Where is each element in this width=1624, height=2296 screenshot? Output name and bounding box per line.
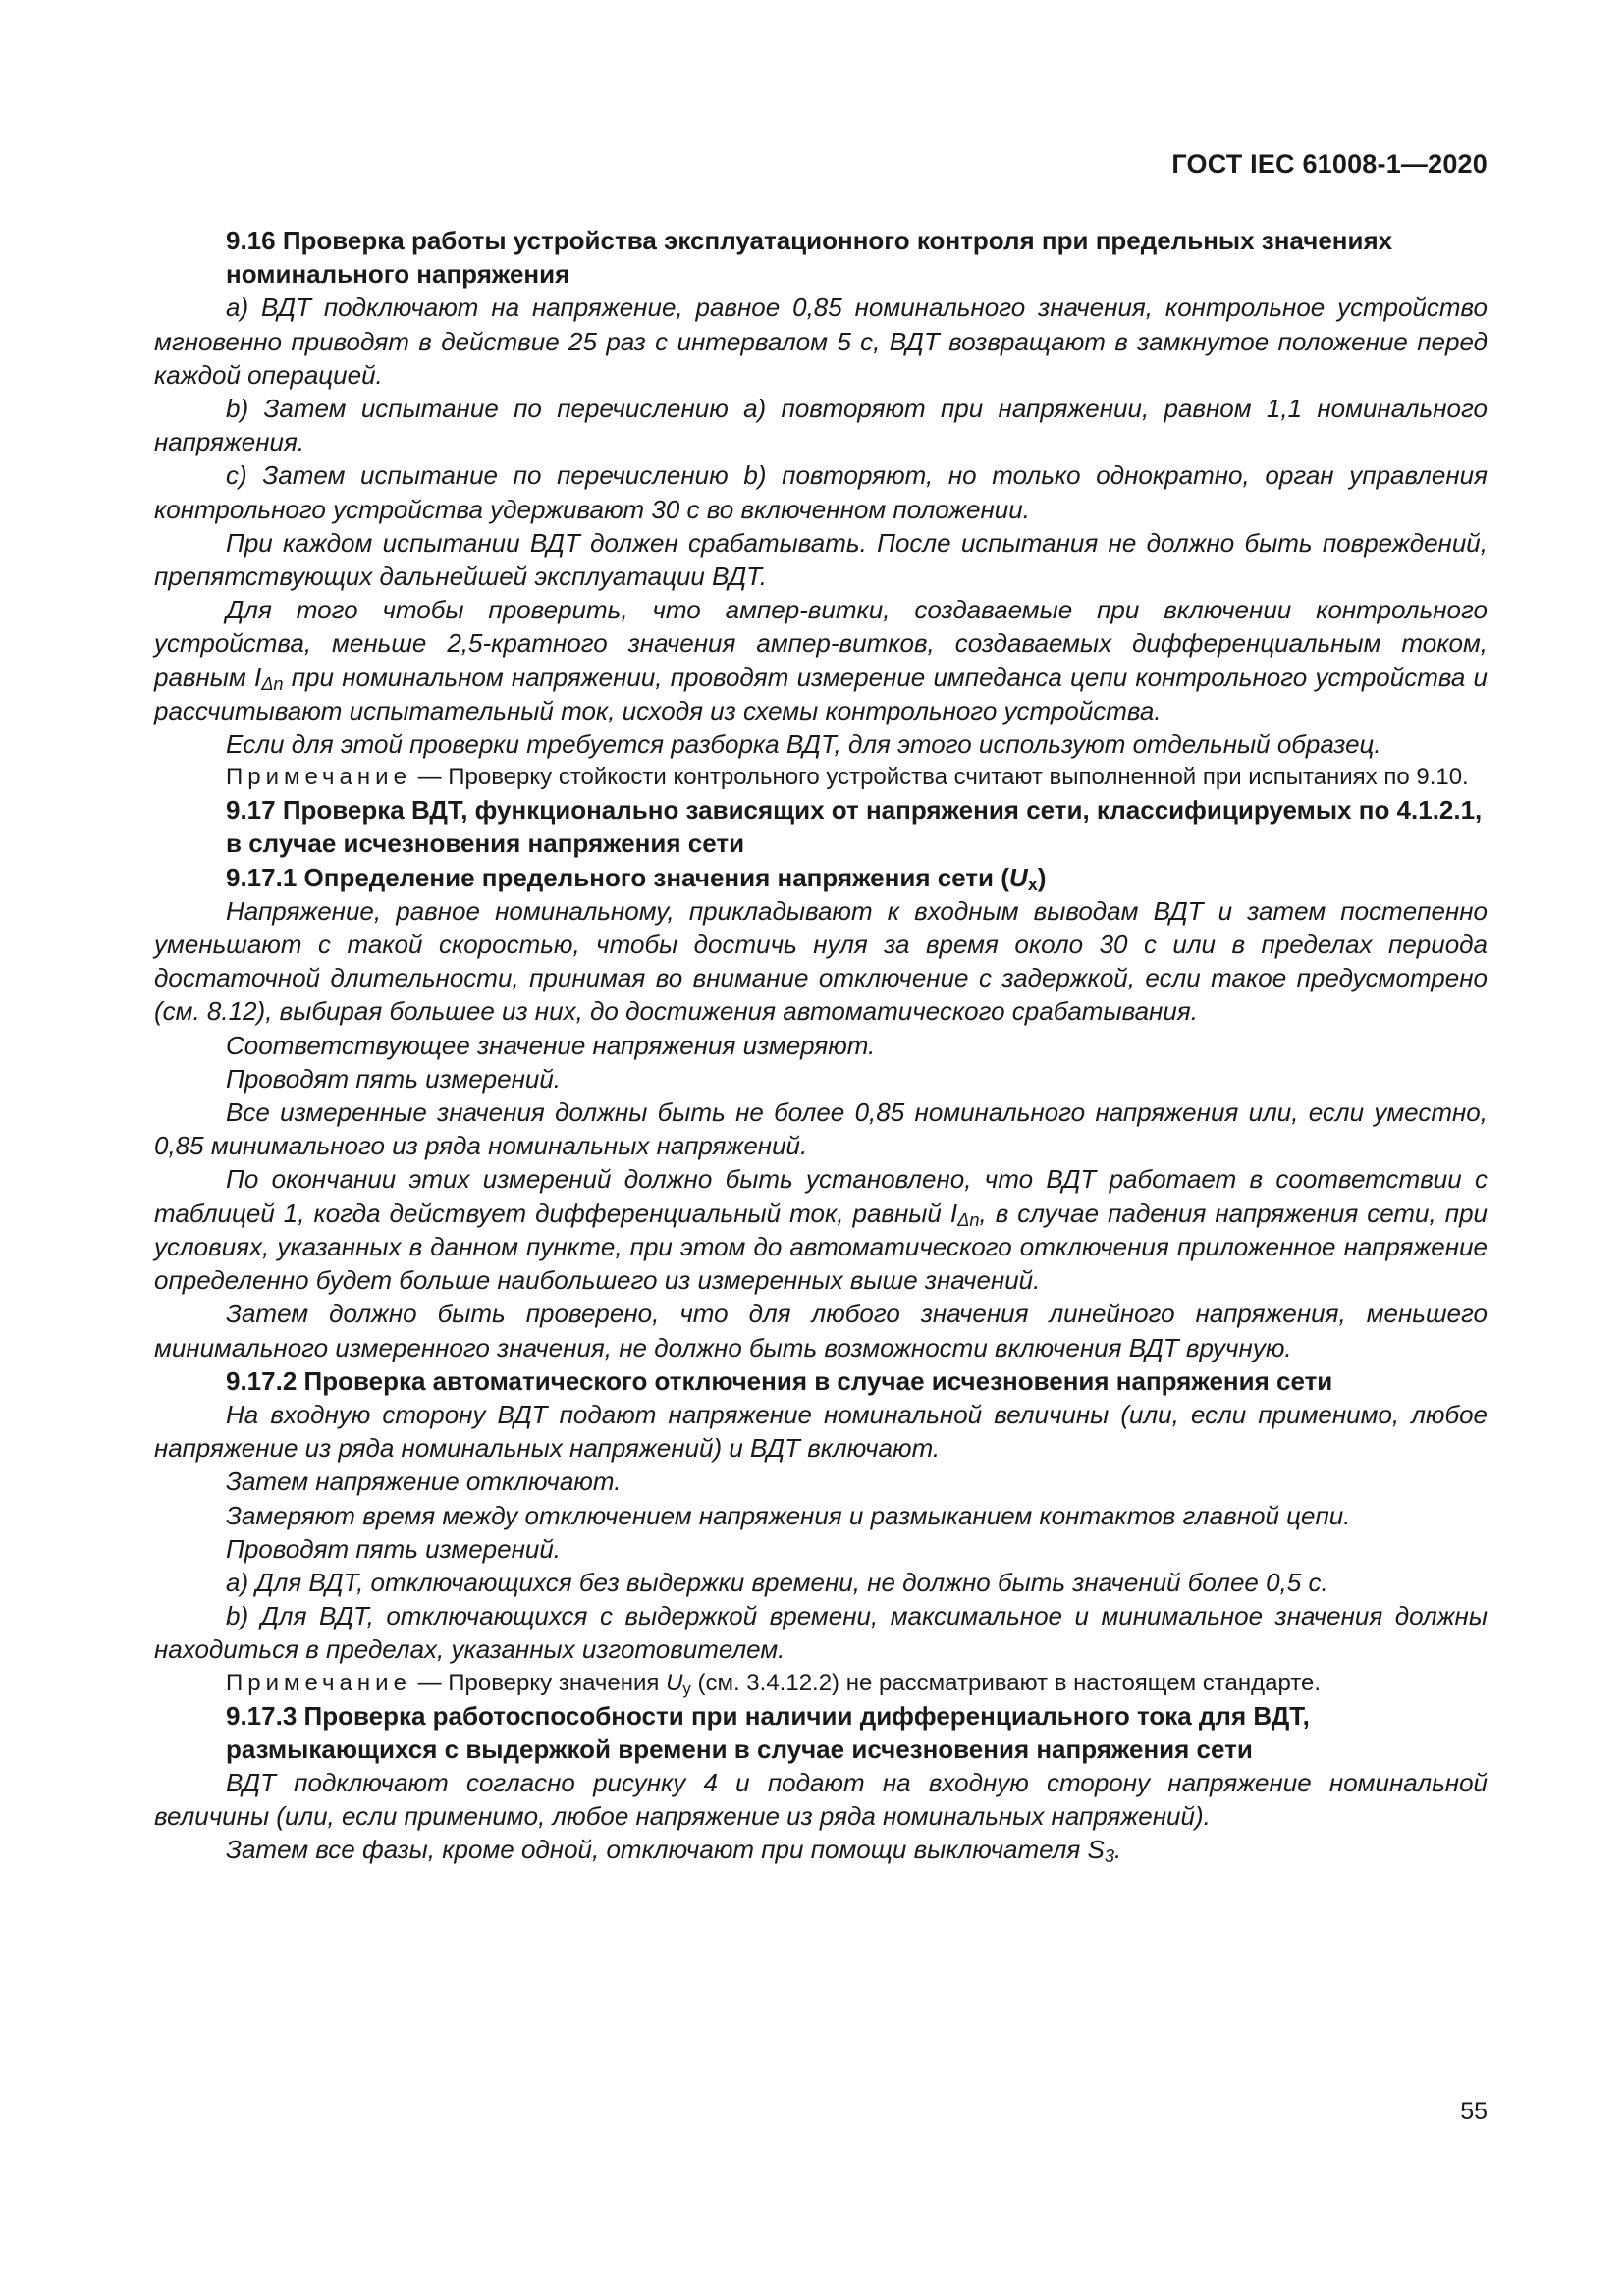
section-9-17-2-note: Примечание — Проверку значения $U_y$ (см. 3.4.12.2) не рассматривают в настоящем стандарте. <box>226 1669 1322 1698</box>
section-9-17-3-title: 9.17.3 Проверка работоспособности при наличии дифференциального тока для ВДТ, размыкающихся с выдержкой времени в случае исчезновения напряжения сети <box>226 1700 1310 1764</box>
section-9-17-3-paragraph: ВДТ подключают согласно рисунку 4 и подают на входную сторону напряжение номинальной величины (или, если применимо, любое напряжение из ряда номинальных напряжений). <box>154 1767 1488 1832</box>
section-9-16-item-a: а) ВДТ подключают на напряжение, равное 0,85 номинального значения, контрольное устройство мгновенно приводят в действие 25 раз с интервалом 5 с, ВДТ возвращают в замкнутое положение перед каждой операцией. <box>154 293 1488 390</box>
note-label: Примечание <box>226 1669 411 1696</box>
section-9-16-paragraph: При каждом испытании ВДТ должен срабатывать. После испытания не должно быть повреждений, препятствующих дальнейшей эксплуатации ВДТ. <box>154 527 1488 592</box>
section-9-17-2-paragraph: На входную сторону ВДТ подают напряжение номинальной величины (или, если применимо, любое напряжение из ряда номинальных напряжений) и ВДТ включают. <box>154 1399 1488 1464</box>
section-9-17-1-paragraph: Напряжение, равное номинальному, прикладывают к входным выводам ВДТ и затем постепенно уменьшают с такой скоростью, чтобы достичь нуля за время около 30 с или в пределах периода достаточной длительности, принимая во внимание отключение с задержкой, если такое предусмотрено (см. 8.12), выбирая большее из них, до достижения автоматического срабатывания. <box>154 895 1488 1027</box>
section-9-17-1-paragraph: Соответствующее значение напряжения измеряют. <box>226 1030 876 1060</box>
section-9-16-paragraph: Для того чтобы проверить, что ампер-витки, создаваемые при включении контрольного устройства, меньше 2,5-кратного значения ампер-витков, создаваемых дифференциальным током, равным $I_{\Delta n}$ при номинальном напряжении, проводят измерение импеданса цепи контрольного устройства и рассчитывают испытательный ток, исходя из схемы контрольного устройства. <box>154 595 1488 725</box>
section-9-17-2-title: 9.17.2 Проверка автоматического отключения в случае исчезновения напряжения сети <box>226 1365 1333 1396</box>
section-9-16-note: Примечание — Проверку стойкости контрольного устройства считают выполненной при испытаниях по 9.10. <box>226 764 1469 791</box>
section-9-16-title: 9.16 Проверка работы устройства эксплуатационного контроля при предельных значениях номинального напряжения <box>226 226 1393 290</box>
section-9-17-1-paragraph: Затем должно быть проверено, что для любого значения линейного напряжения, меньшего минимального измеренного значения, не должно быть возможности включения ВДТ вручную. <box>154 1299 1488 1362</box>
section-9-17-3-paragraph: Затем все фазы, кроме одной, отключают при помощи выключателя $S_3$. <box>226 1835 1122 1867</box>
section-9-17-1-paragraph: По окончании этих измерений должно быть установлено, что ВДТ работает в соответствии с таблицей 1, когда действует дифференциальный ток, равный $I_{\Delta n}$, в случае падения напряжения сети, при условиях, указанных в данном пункте, при этом до автоматического отключения приложенное напряжение определенно будет больше наибольшего из измеренных выше значений. <box>154 1164 1488 1296</box>
document-body <box>154 224 1488 1867</box>
section-9-16-item-b: b) Затем испытание по перечислению а) повторяют при напряжении, равном 1,1 номинального напряжения. <box>154 394 1488 457</box>
note-label: Примечание <box>226 764 411 791</box>
page-number: 55 <box>1460 2098 1488 2125</box>
section-9-17-title: 9.17 Проверка ВДТ, функционально зависящих от напряжения сети, классифицируемых по 4.1.2.1, в случае исчезновения напряжения сети <box>226 795 1483 859</box>
section-9-17-2-item-a: а) Для ВДТ, отключающихся без выдержки времени, не должно быть значений более 0,5 с. <box>226 1567 1328 1597</box>
section-9-17-2-item-b: b) Для ВДТ, отключающихся с выдержкой времени, максимальное и минимальное значения должны находиться в пределах, указанных изготовителем. <box>154 1601 1488 1665</box>
standard-header: ГОСТ IEC 61008-1—2020 <box>1171 149 1488 179</box>
section-9-17-1-paragraph: Проводят пять измерений. <box>226 1063 562 1094</box>
section-9-17-2-paragraph: Затем напряжение отключают. <box>226 1467 622 1497</box>
section-9-17-2-paragraph: Замеряют время между отключением напряжения и размыканием контактов главной цепи. <box>226 1500 1351 1530</box>
section-9-16-item-c: с) Затем испытание по перечислению b) повторяют, но только однократно, орган управления контрольного устройства удерживают 30 с во включенном положении. <box>154 460 1488 524</box>
section-9-17-1-paragraph: Все измеренные значения должны быть не более 0,85 номинального напряжения или, если уместно, 0,85 минимального из ряда номинальных напряжений. <box>154 1097 1488 1161</box>
section-9-16-paragraph: Если для этой проверки требуется разборка ВДТ, для этого используют отдельный образец. <box>226 729 1381 760</box>
section-9-17-1-title: 9.17.1 Определение предельного значения напряжения сети $(U_x)$ <box>226 862 1047 894</box>
section-9-17-2-paragraph: Проводят пять измерений. <box>226 1533 562 1564</box>
